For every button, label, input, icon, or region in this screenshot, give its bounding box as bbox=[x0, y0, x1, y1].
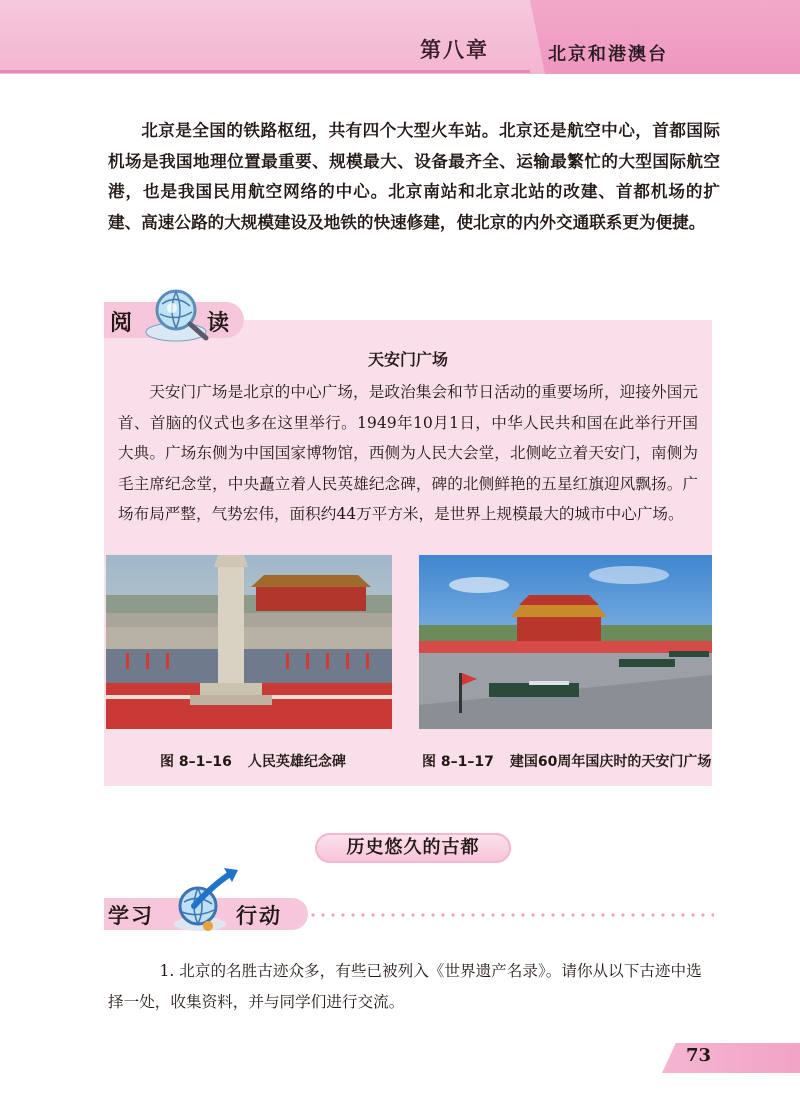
figure-number-2: 图 8–1–17 bbox=[422, 754, 494, 770]
globe-magnifier-icon bbox=[138, 282, 214, 344]
study-action-label-right: 行动 bbox=[236, 904, 282, 928]
reading-tab-label-right: 读 bbox=[207, 310, 230, 336]
study-action-label-left: 学习 bbox=[108, 904, 154, 928]
dotted-divider bbox=[308, 913, 714, 917]
reading-tab-label-left: 阅 bbox=[110, 310, 133, 336]
figure-text-1: 人民英雄纪念碑 bbox=[247, 754, 346, 770]
figure-number-1: 图 8–1–16 bbox=[160, 754, 232, 770]
globe-arrow-icon bbox=[168, 866, 240, 938]
parade-photo bbox=[419, 555, 712, 729]
figure-text-2: 建国60周年国庆时的天安门广场 bbox=[509, 754, 712, 770]
page-number: 73 bbox=[686, 1045, 712, 1066]
header-divider bbox=[0, 70, 530, 73]
intro-paragraph: 北京是全国的铁路枢纽，共有四个大型火车站。北京还是航空中心，首都国际机场是我国地理位置最重要、规模最大、设备最齐全、运输最繁忙的大型国际航空港，也是我国民用航空网络的中心。北京南站和北京北站的改建、首都机场的扩建、高速公路的大规模建设及地铁的快速修建，使北京的内外交通联系更为便捷。 bbox=[108, 121, 720, 232]
study-action-text: 1. 北京的名胜古迹众多，有些已被列入《世界遗产名录》。请你从以下古迹中选择一处，收集资料，并与同学们进行交流。 bbox=[108, 962, 702, 1011]
monument-photo bbox=[106, 555, 392, 729]
section-title: 历史悠久的古都 bbox=[315, 833, 511, 863]
reading-body: 天安门广场是北京的中心广场，是政治集会和节日活动的重要场所，迎接外国元首、首脑的仪式也多在这里举行。1949年10月1日，中华人民共和国在此举行开国大典。广场东侧为中国国家博物馆，西侧为人民大会堂，北侧屹立着天安门，南侧为毛主席纪念堂，中央矗立着人民英雄纪念碑，碑的北侧鲜艳的五星红旗迎风飘扬。广场布局严整，气势宏伟，面积约44万平方米，是世界上规模最大的城市中心广场。 bbox=[118, 383, 698, 523]
footer-band bbox=[662, 1043, 800, 1073]
chapter-label: 第八章 bbox=[420, 37, 489, 62]
figure-caption-2 bbox=[422, 751, 711, 771]
figure-caption-1 bbox=[160, 751, 346, 771]
topic-label: 北京和港澳台 bbox=[548, 44, 668, 65]
reading-title: 天安门广场 bbox=[367, 350, 448, 369]
